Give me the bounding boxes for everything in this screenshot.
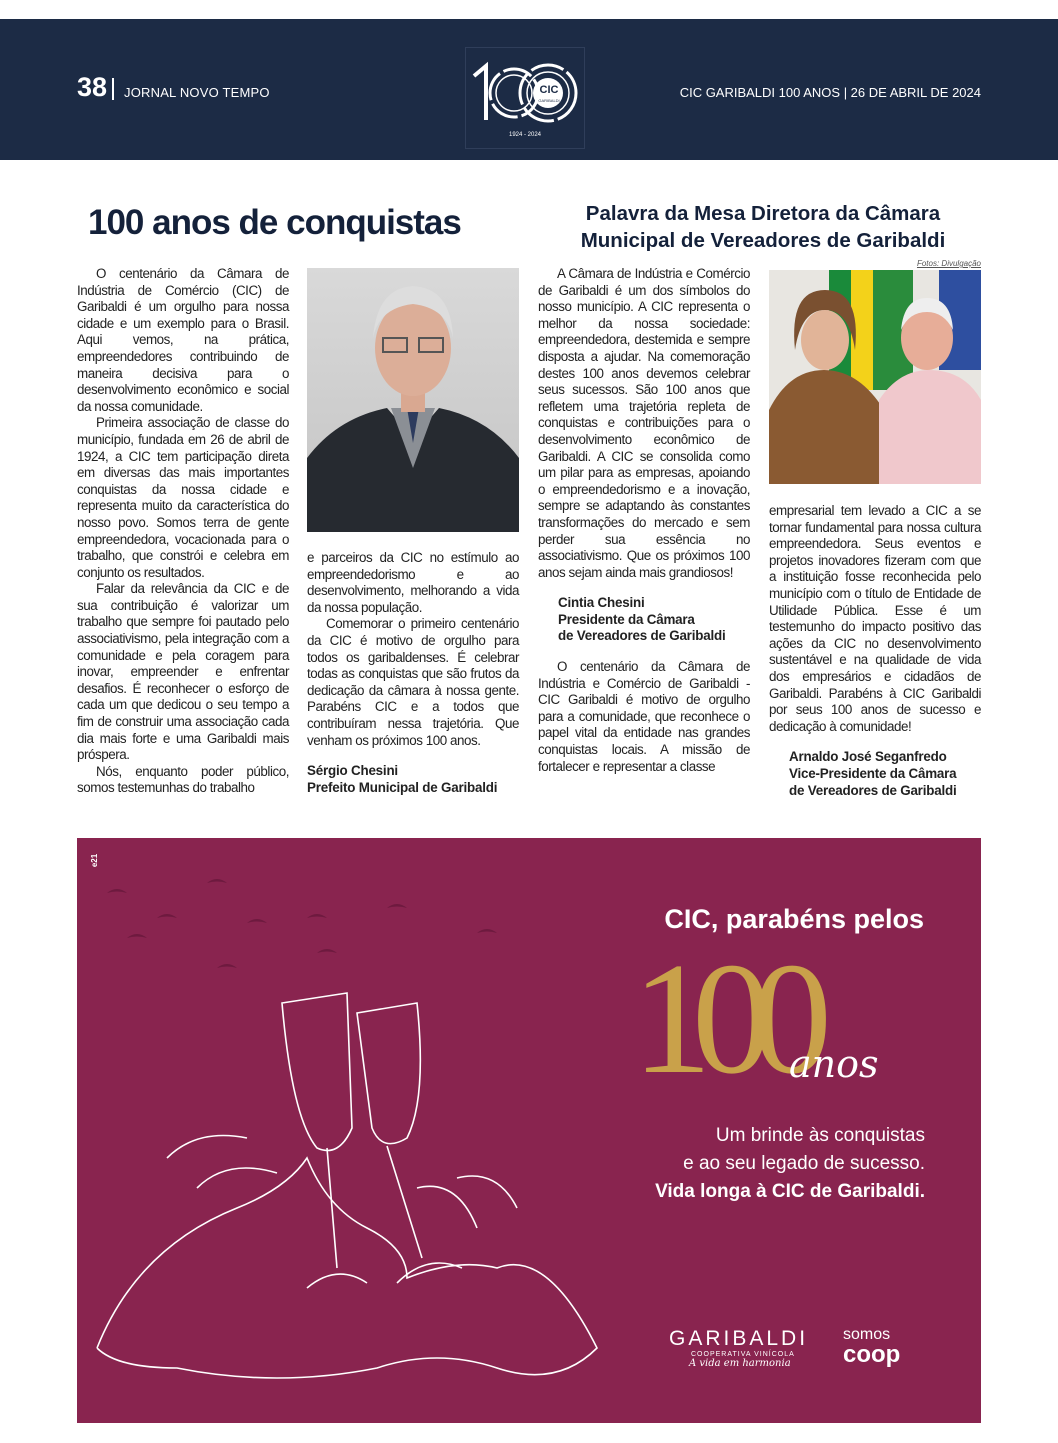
signature-role: Presidente da Câmara [558, 611, 695, 627]
tagline-line: Um brinde às conquistas [715, 1125, 925, 1146]
tagline-line: Vida longa à CIC de Garibaldi. [655, 1181, 925, 1202]
article2-column3 [538, 266, 750, 775]
photo-credit: Fotos: Divulgação [916, 259, 981, 268]
logo-text: CIC [539, 84, 559, 96]
paragraph: Primeira associação de classe do município, fundada em 26 de abril de 1924, a CIC tem participação direta em diversas das mais importantes conquistas da nossa cidade e representa muito da característica do nosso povo. Somos terra de gente empreendedora, vocacionada para o trabalho, que constrói e celebra em conjunto os resultados. [77, 415, 289, 580]
signature-name: Sérgio Chesini [307, 763, 398, 779]
ad-big-number: 100 [632, 929, 812, 1107]
paragraph: empresarial tem levado a CIC a se tornar fundamental para nossa cultura empreendedora. Seus eventos e projetos inovadores fizeram com que a instituição fosse reconhecida pelo município com o título de Entidade de Utilidade Pública. Esse é um testemunho do impacto positivo das ações da CIC no desenvolvimento sustentável e na qualidade de vida dos empresários e cidadãos de Garibaldi. Parabéns à CIC Garibaldi por seus 100 anos de sucesso e dedicação à comunidade! [769, 503, 981, 734]
article2-column4 [769, 503, 981, 799]
ad-script-anos: anos [789, 1042, 879, 1086]
divider [112, 78, 114, 100]
article-title: 100 anos de conquistas [88, 203, 461, 242]
signature-name: Cintia Chesini [558, 595, 645, 611]
paragraph: O centenário da Câmara de Indústria e Comércio de Garibaldi - CIC Garibaldi é motivo de orgulho para a comunidade, que reconhece o papel vital da entidade nas grandes conquistas locais. A missão de fortalecer e representar a classe [538, 659, 750, 774]
birds-icon [107, 879, 497, 968]
edition-info: CIC GARIBALDI 100 ANOS | 26 DE ABRIL DE 2024 [679, 85, 981, 100]
signature-name: Arnaldo José Seganfredo [789, 749, 947, 765]
ad-tagline [655, 1122, 925, 1206]
tagline-line: e ao seu legado de sucesso. [683, 1153, 925, 1174]
photo-cintia-arnaldo [769, 270, 981, 484]
coop-line1: somos [843, 1326, 891, 1343]
cic-100-logo [465, 47, 585, 149]
signature-role: de Vereadores de Garibaldi [558, 628, 726, 644]
signature [307, 763, 519, 796]
signature-role: Vice-Presidente da Câmara [789, 765, 957, 781]
logo-years: 1924 - 2024 [508, 132, 542, 138]
brand-slogan: A vida em harmonia [689, 1358, 791, 1369]
publication-name: JORNAL NOVO TEMPO [124, 85, 270, 100]
somoscoop-logo [843, 1327, 900, 1367]
paragraph: e parceiros da CIC no estímulo ao empreendedorismo e ao desenvolvimento, melhorando a vida da nossa população. [307, 550, 519, 615]
signature [538, 595, 750, 645]
ad-headline: CIC, parabéns pelos [664, 904, 924, 934]
advertisement-garibaldi[interactable] [77, 838, 981, 1423]
signature-role: Prefeito Municipal de Garibaldi [307, 779, 498, 795]
article2-title: Palavra da Mesa Diretora da Câmara Municipal de Vereadores de Garibaldi [580, 202, 946, 252]
photo-sergio-chesini [307, 268, 519, 532]
paragraph: A Câmara de Indústria e Comércio de Garibaldi é um dos símbolos do nosso município. A CIC representa o melhor da nossa sociedade: empreendedora, destemida e sempre disposta a ajudar. Na comemoração destes 100 anos devemos celebrar seus sucessos. São 100 anos que refletem uma trajetória repleta de conquistas e contribuições para o desenvolvimento econômico de Garibaldi. A CIC se consolida como um pilar para as empresas, apoiando o empreendedorismo e a inovação, sempre se adaptando às constantes transformações do mercado e sem perder sua essência no associativismo. Que os próximos 100 anos sejam ainda mais grandiosos! [538, 266, 750, 580]
paragraph: Nós, enquanto poder público, somos testemunhas do trabalho [77, 763, 289, 796]
brand-sub: COOPERATIVA VINÍCOLA [691, 1351, 795, 1358]
brand-name: GARIBALDI [669, 1327, 809, 1350]
garibaldi-logo [637, 1327, 808, 1369]
paragraph: Falar da relevância da CIC e de sua contribuição é valorizar um trabalho que sempre foi pautado pelo associativismo, pela integração com a comunidade e pela coragem para inovar, empreender e enfrentar desafios. É reconhecer o esforço de cada um que dedicou o seu tempo a fim de construir uma associação cada dia mais forte e uma Garibaldi mais próspera. [77, 581, 289, 763]
signature-role: de Vereadores de Garibaldi [789, 782, 957, 798]
logo-sub: GARIBALDI [538, 98, 560, 103]
logo-100-icon [466, 48, 586, 138]
article1-column2 [307, 550, 519, 796]
article1-column1 [77, 266, 289, 797]
ad-code: e21 [90, 853, 100, 868]
page-number: 38 [77, 72, 108, 102]
coop-line2: coop [843, 1341, 901, 1368]
paragraph: Comemorar o primeiro centenário da CIC é motivo de orgulho para todos os garibaldenses. É celebrar todas as conquistas que são frutos da dedicação da câmara à nossa gente. Parabéns CIC e a todos que contribuíram nessa trajetória. Que venham os próximos 100 anos. [307, 616, 519, 748]
paragraph: O centenário da Câmara de Indústria de Comércio (CIC) de Garibaldi é um orgulho para nossa cidade e um exemplo para o Brasil. Aqui vemos, na prática, empreendedores contribuindo de maneira decisiva para o desenvolvimento econômico e social da nossa comunidade. [77, 266, 289, 414]
signature [769, 749, 981, 799]
